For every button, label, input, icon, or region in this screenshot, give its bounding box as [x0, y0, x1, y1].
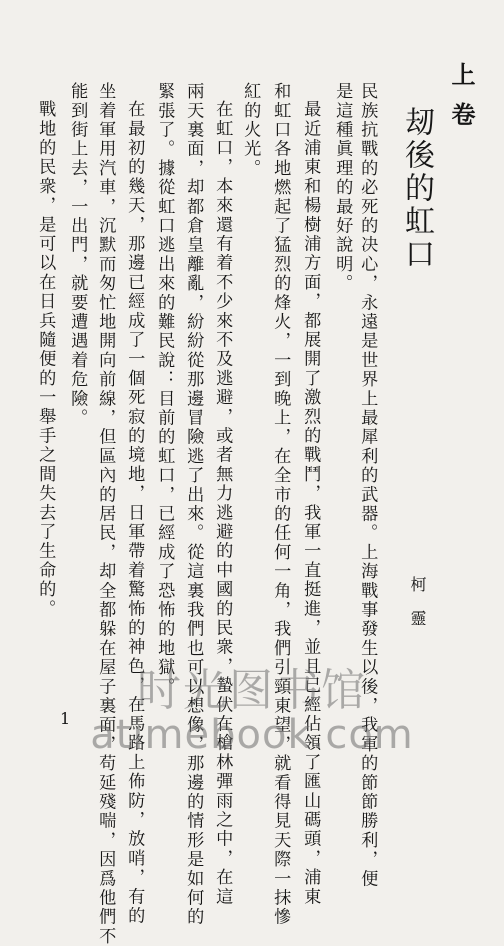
body-column: 兩天裏面，却都倉皇離亂，紛紛從那邊冒險逃了出來。從這裏我們也可以想像，那邊的情形是如何的	[183, 82, 204, 927]
volume-label: 上卷	[447, 62, 476, 142]
body-column: 是這種眞理的最好說明。	[332, 82, 353, 294]
body-column: 在虹口，本來還有着不少來不及逃避，或者無力逃避的中國的民衆，蟄伏在槍林彈雨之中，在這	[212, 100, 233, 907]
body-column: 在最初的幾天，那邊已經成了一個死寂的境地，日軍帶着驚怖的神色，在馬路上佈防，放哨，有的	[124, 100, 145, 926]
watermark-site-name: 时光图书馆	[137, 665, 367, 716]
article-title: 刼後的虹口	[399, 106, 434, 271]
body-column: 坐着軍用汽車，沉默而匆忙地開向前線，但區內的居民，却全都躲在屋子裏面，苟延殘喘，因爲他們不	[95, 82, 116, 946]
body-column: 能到街上去，一出門，就要遭遇着危險。	[67, 82, 88, 428]
body-column: 紅的火光。	[240, 82, 261, 178]
body-column: 戰地的民衆，是可以在日兵隨便的一舉手之間失去了生命的。	[35, 100, 56, 619]
watermark-url: atimebook.com	[90, 712, 414, 758]
page-number: 1	[60, 709, 72, 728]
body-column: 民族抗戰的必死的决心，永遠是世界上最犀利的武器。上海戰事發生以後，我軍的節節勝利，便	[357, 82, 378, 889]
body-column: 最近浦東和楊樹浦方面，都展開了激烈的戰鬥，我軍一直挺進，並且已經佔領了匯山碼頭，浦東	[300, 100, 321, 907]
body-column: 和虹口各地燃起了猛烈的烽火，一到晚上，在全市的任何一角，我們引頸東望，就看得見天際一抹慘	[270, 82, 291, 927]
author-name: 柯靈	[408, 576, 427, 644]
body-column: 緊張了。據從虹口逃出來的難民說：目前的虹口，已經成了恐怖的地獄。	[154, 82, 175, 697]
